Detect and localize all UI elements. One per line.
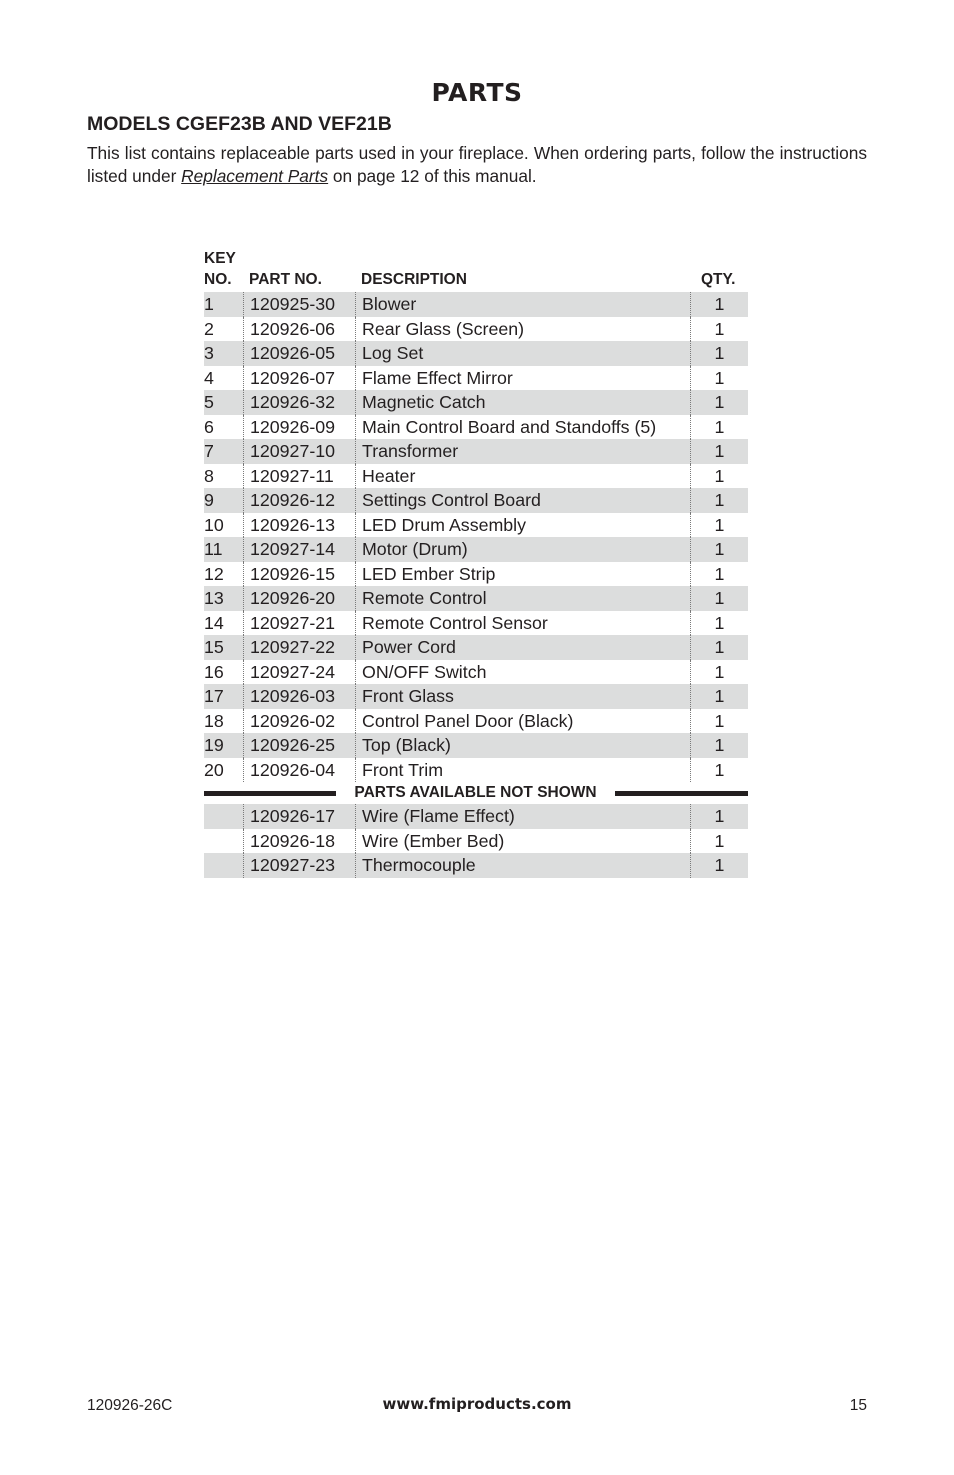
intro-text-end: on page 12 of this manual.: [328, 166, 537, 186]
description-cell: Front Trim: [355, 758, 690, 783]
quantity-cell: 1: [690, 366, 748, 391]
description-cell: Control Panel Door (Black): [355, 709, 690, 734]
table-row: [204, 709, 748, 734]
description-cell: Flame Effect Mirror: [355, 366, 690, 391]
part-number-cell: 120926-20: [243, 586, 354, 611]
quantity-cell: 1: [690, 537, 748, 562]
footer-doc-number: 120926-26C: [87, 1397, 173, 1414]
description-cell: Motor (Drum): [355, 537, 690, 562]
quantity-cell: 1: [690, 758, 748, 783]
description-cell: Heater: [355, 464, 690, 489]
intro-paragraph: [87, 142, 867, 188]
table-row: [204, 317, 748, 342]
part-number-cell: 120926-02: [243, 709, 354, 734]
quantity-cell: 1: [690, 513, 748, 538]
part-number-cell: 120927-22: [243, 635, 354, 660]
quantity-cell: 1: [690, 488, 748, 513]
key-cell: [204, 804, 242, 829]
part-number-cell: 120926-03: [243, 684, 354, 709]
key-cell: 5: [204, 392, 214, 412]
description-cell: Rear Glass (Screen): [355, 317, 690, 342]
table-row: [204, 586, 748, 611]
table-row: [204, 464, 748, 489]
footer-website: www.fmiproducts.com: [382, 1395, 572, 1413]
not-shown-parts-rows: [204, 804, 748, 878]
header-key-line2: NO.: [204, 271, 232, 288]
not-shown-label: PARTS AVAILABLE NOT SHOWN: [354, 784, 597, 801]
table-row: [204, 390, 748, 415]
part-number-cell: 120926-05: [243, 341, 354, 366]
description-cell: LED Drum Assembly: [355, 513, 690, 538]
models-heading: MODELS CGEF23B AND VEF21B: [87, 113, 392, 135]
part-number-cell: 120926-09: [243, 415, 354, 440]
quantity-cell: 1: [690, 804, 748, 829]
header-key-line1: KEY: [204, 250, 236, 267]
key-cell: 3: [204, 343, 214, 363]
not-shown-divider: [204, 782, 748, 804]
quantity-cell: 1: [690, 829, 748, 854]
part-number-cell: 120926-32: [243, 390, 354, 415]
table-row: [204, 415, 748, 440]
replacement-parts-reference: Replacement Parts: [181, 166, 329, 186]
part-number-cell: 120927-21: [243, 611, 354, 636]
part-number-cell: 120926-06: [243, 317, 354, 342]
description-cell: Transformer: [355, 439, 690, 464]
quantity-cell: 1: [690, 464, 748, 489]
part-number-cell: 120927-14: [243, 537, 354, 562]
part-number-cell: 120927-24: [243, 660, 354, 685]
key-cell: [204, 853, 242, 878]
quantity-cell: 1: [690, 660, 748, 685]
key-cell: 20: [204, 759, 224, 780]
part-number-cell: 120926-18: [243, 829, 354, 854]
main-parts-rows: [204, 292, 748, 782]
part-number-cell: 120926-07: [243, 366, 354, 391]
table-row: [204, 292, 748, 317]
part-number-cell: 120926-04: [243, 758, 354, 783]
description-cell: Front Glass: [355, 684, 690, 709]
table-row: [204, 488, 748, 513]
key-cell: 4: [204, 367, 214, 388]
key-cell: 12: [204, 563, 224, 584]
footer-page-number: 15: [849, 1397, 867, 1414]
description-cell: Magnetic Catch: [355, 390, 690, 415]
key-cell: 17: [204, 686, 224, 706]
description-cell: Settings Control Board: [355, 488, 690, 513]
part-number-cell: 120926-12: [243, 488, 354, 513]
table-row: [204, 733, 748, 758]
quantity-cell: 1: [690, 684, 748, 709]
divider-bar-right: [615, 791, 748, 796]
divider-bar-left: [204, 791, 336, 796]
description-cell: Wire (Ember Bed): [355, 829, 690, 854]
part-number-cell: 120926-25: [243, 733, 354, 758]
quantity-cell: 1: [690, 853, 748, 878]
description-cell: Remote Control: [355, 586, 690, 611]
quantity-cell: 1: [690, 390, 748, 415]
table-row: [204, 341, 748, 366]
quantity-cell: 1: [690, 709, 748, 734]
key-cell: 13: [204, 588, 224, 608]
table-row: [204, 804, 748, 829]
key-cell: 7: [204, 441, 214, 461]
table-header: [204, 250, 748, 292]
key-cell: [204, 829, 242, 854]
table-row: [204, 758, 748, 783]
quantity-cell: 1: [690, 562, 748, 587]
key-cell: 19: [204, 735, 224, 755]
table-row: [204, 635, 748, 660]
table-row: [204, 439, 748, 464]
table-row: [204, 684, 748, 709]
quantity-cell: 1: [690, 415, 748, 440]
page-title: PARTS: [431, 78, 523, 107]
part-number-cell: 120927-10: [243, 439, 354, 464]
quantity-cell: 1: [690, 635, 748, 660]
quantity-cell: 1: [690, 341, 748, 366]
key-cell: 14: [204, 612, 224, 633]
table-row: [204, 537, 748, 562]
header-qty: QTY.: [701, 271, 736, 288]
part-number-cell: 120927-23: [243, 853, 354, 878]
parts-table: [204, 250, 748, 878]
header-part-no: PART NO.: [249, 271, 322, 288]
part-number-cell: 120926-13: [243, 513, 354, 538]
description-cell: Thermocouple: [355, 853, 690, 878]
description-cell: Log Set: [355, 341, 690, 366]
key-cell: 18: [204, 710, 224, 731]
key-cell: 15: [204, 637, 224, 657]
key-cell: 16: [204, 661, 224, 682]
description-cell: Top (Black): [355, 733, 690, 758]
key-cell: 10: [204, 514, 224, 535]
part-number-cell: 120926-15: [243, 562, 354, 587]
table-row: [204, 829, 748, 854]
quantity-cell: 1: [690, 611, 748, 636]
key-cell: 2: [204, 318, 214, 339]
quantity-cell: 1: [690, 439, 748, 464]
quantity-cell: 1: [690, 317, 748, 342]
part-number-cell: 120925-30: [243, 292, 354, 317]
key-cell: 8: [204, 465, 214, 486]
description-cell: LED Ember Strip: [355, 562, 690, 587]
description-cell: Remote Control Sensor: [355, 611, 690, 636]
description-cell: ON/OFF Switch: [355, 660, 690, 685]
key-cell: 9: [204, 490, 214, 510]
quantity-cell: 1: [690, 733, 748, 758]
table-row: [204, 611, 748, 636]
table-row: [204, 513, 748, 538]
description-cell: Power Cord: [355, 635, 690, 660]
header-description: DESCRIPTION: [361, 271, 467, 288]
quantity-cell: 1: [690, 292, 748, 317]
part-number-cell: 120927-11: [243, 464, 354, 489]
table-row: [204, 366, 748, 391]
part-number-cell: 120926-17: [243, 804, 354, 829]
description-cell: Blower: [355, 292, 690, 317]
table-row: [204, 853, 748, 878]
quantity-cell: 1: [690, 586, 748, 611]
key-cell: 1: [204, 294, 214, 314]
table-row: [204, 562, 748, 587]
description-cell: Main Control Board and Standoffs (5): [355, 415, 690, 440]
key-cell: 11: [204, 539, 223, 559]
intro-text: This list contains replaceable parts used in your fireplace. When ordering parts, follow the instructions listed under: [87, 143, 867, 186]
description-cell: Wire (Flame Effect): [355, 804, 690, 829]
table-row: [204, 660, 748, 685]
key-cell: 6: [204, 416, 214, 437]
